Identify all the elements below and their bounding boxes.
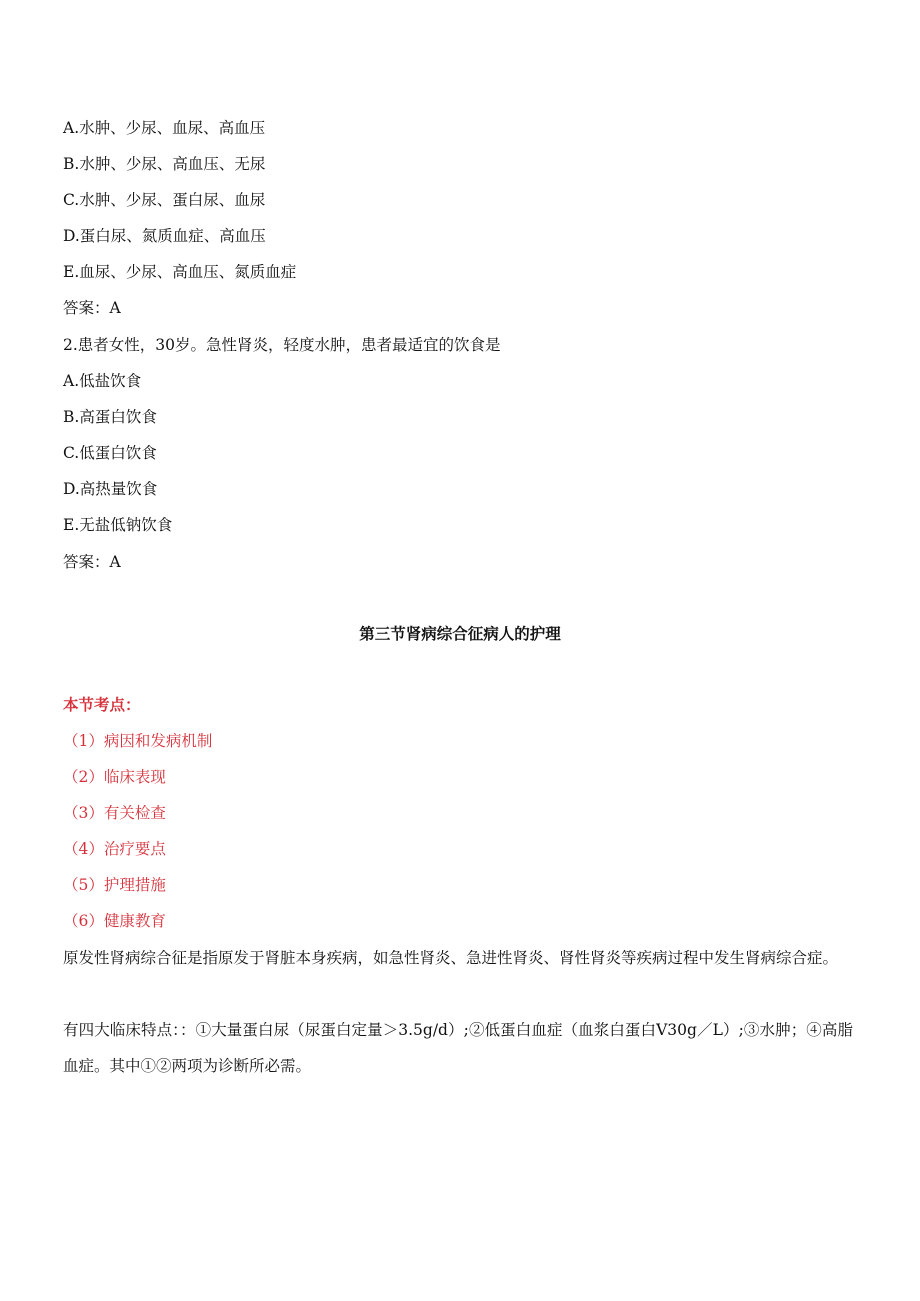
key-point-5: （5）护理措施 [63, 876, 166, 894]
paragraph-definition: 原发性肾病综合征是指原发于肾脏本身疾病，如急性肾炎、急进性肾炎、肾性肾炎等疾病过程中发生肾病综合症。 [63, 949, 839, 967]
q2-option-c: C.低蛋白饮食 [63, 444, 157, 462]
key-point-2: （2）临床表现 [63, 768, 166, 786]
q2-option-d: D.高热量饮食 [63, 480, 158, 498]
key-point-6: （6）健康教育 [63, 912, 166, 930]
q2-option-b: B.高蛋白饮食 [63, 408, 157, 426]
q1-option-d: D.蛋白尿、氮质血症、高血压 [63, 227, 266, 245]
q1-option-e: E.血尿、少尿、高血压、氮质血症 [63, 263, 297, 281]
q1-option-a: A.水肿、少尿、血尿、高血压 [63, 119, 266, 137]
q2-answer: 答案：A [63, 553, 121, 571]
q1-option-b: B.水肿、少尿、高血压、无尿 [63, 155, 266, 173]
q2-option-e: E.无盐低钠饮食 [63, 516, 173, 534]
key-point-1: （1）病因和发病机制 [63, 732, 213, 750]
q1-option-c: C.水肿、少尿、蛋白尿、血尿 [63, 191, 266, 209]
key-points-label: 本节考点： [63, 695, 141, 714]
key-point-4: （4）治疗要点 [63, 840, 166, 858]
section-title: 第三节肾病综合征病人的护理 [359, 624, 561, 643]
q2-option-a: A.低盐饮食 [63, 372, 142, 390]
key-point-3: （3）有关检查 [63, 804, 166, 822]
paragraph-clinical-features: 有四大临床特点：：①大量蛋白尿（尿蛋白定量＞3.5g/d）;②低蛋白血症（血浆白蛋白V30g／L）;③水肿；④高脂血症。其中①②两项为诊断所必需。 [63, 1021, 853, 1075]
q2-stem: 2.患者女性，30岁。急性肾炎，轻度水肿，患者最适宜的饮食是 [63, 336, 501, 354]
q1-answer: 答案：A [63, 299, 121, 317]
